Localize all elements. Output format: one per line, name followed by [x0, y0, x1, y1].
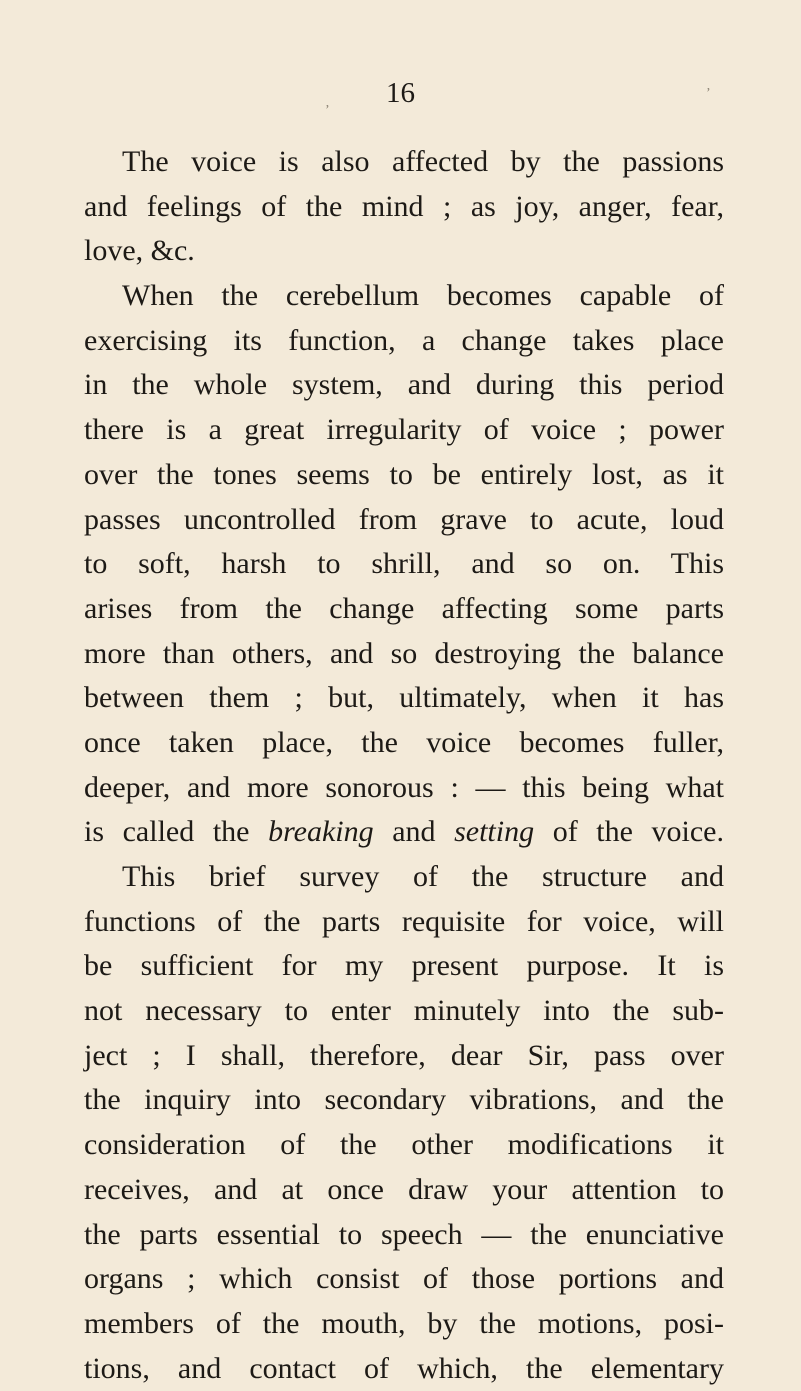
text-line: to soft, harsh to shrill, and so on. This	[84, 547, 724, 581]
text-line: more than others, and so destroying the balance	[84, 636, 724, 670]
italic-term: breaking	[268, 815, 374, 849]
stray-mark: ʼ	[706, 86, 711, 101]
text-segment: is called the	[84, 815, 269, 849]
text-line: between them ; but, ultimately, when it has	[84, 681, 724, 715]
text-line: tions, and contact of which, the elementary	[84, 1351, 724, 1385]
text-line	[84, 810, 724, 855]
stray-mark: ʼ	[325, 103, 330, 118]
text-line: and feelings of the mind ; as joy, anger, fear,	[84, 189, 724, 223]
text-line: be sufficient for my present purpose. It is	[84, 949, 724, 983]
text-segment: of the voice.	[534, 815, 724, 849]
text-line: The voice is also affected by the passions	[122, 145, 724, 178]
text-line: exercising its function, a change takes place	[84, 323, 724, 357]
text-line: the inquiry into secondary vibrations, and the	[84, 1083, 724, 1117]
text-line: over the tones seems to be entirely lost, as it	[84, 457, 724, 491]
page-number: 16	[386, 77, 415, 109]
text-line: passes uncontrolled from grave to acute, loud	[84, 502, 724, 536]
text-line: members of the mouth, by the motions, posi-	[84, 1306, 724, 1340]
text-line: ject ; I shall, therefore, dear Sir, pass over	[84, 1038, 724, 1072]
text-line: the parts essential to speech — the enunciative	[84, 1217, 724, 1251]
italic-term: setting	[454, 815, 535, 849]
text-line: once taken place, the voice becomes fuller,	[84, 725, 724, 759]
text-line: When the cerebellum becomes capable of	[122, 279, 724, 313]
text-line: organs ; which consist of those portions and	[84, 1262, 724, 1296]
body-text	[84, 140, 724, 1391]
text-line: arises from the change affecting some parts	[84, 591, 724, 625]
text-line: deeper, and more sonorous : — this being what	[84, 770, 724, 804]
text-line: consideration of the other modifications it	[84, 1128, 724, 1162]
text-line: This brief survey of the structure and	[122, 860, 724, 893]
text-line: not necessary to enter minutely into the sub-	[84, 994, 724, 1028]
text-line: in the whole system, and during this period	[84, 368, 724, 402]
text-line: receives, and at once draw your attention to	[84, 1172, 724, 1206]
text-line: there is a great irregularity of voice ; power	[84, 413, 724, 447]
text-line: love, &c.	[84, 234, 195, 268]
text-segment: and	[373, 815, 455, 849]
text-line: functions of the parts requisite for voice, will	[84, 904, 724, 938]
